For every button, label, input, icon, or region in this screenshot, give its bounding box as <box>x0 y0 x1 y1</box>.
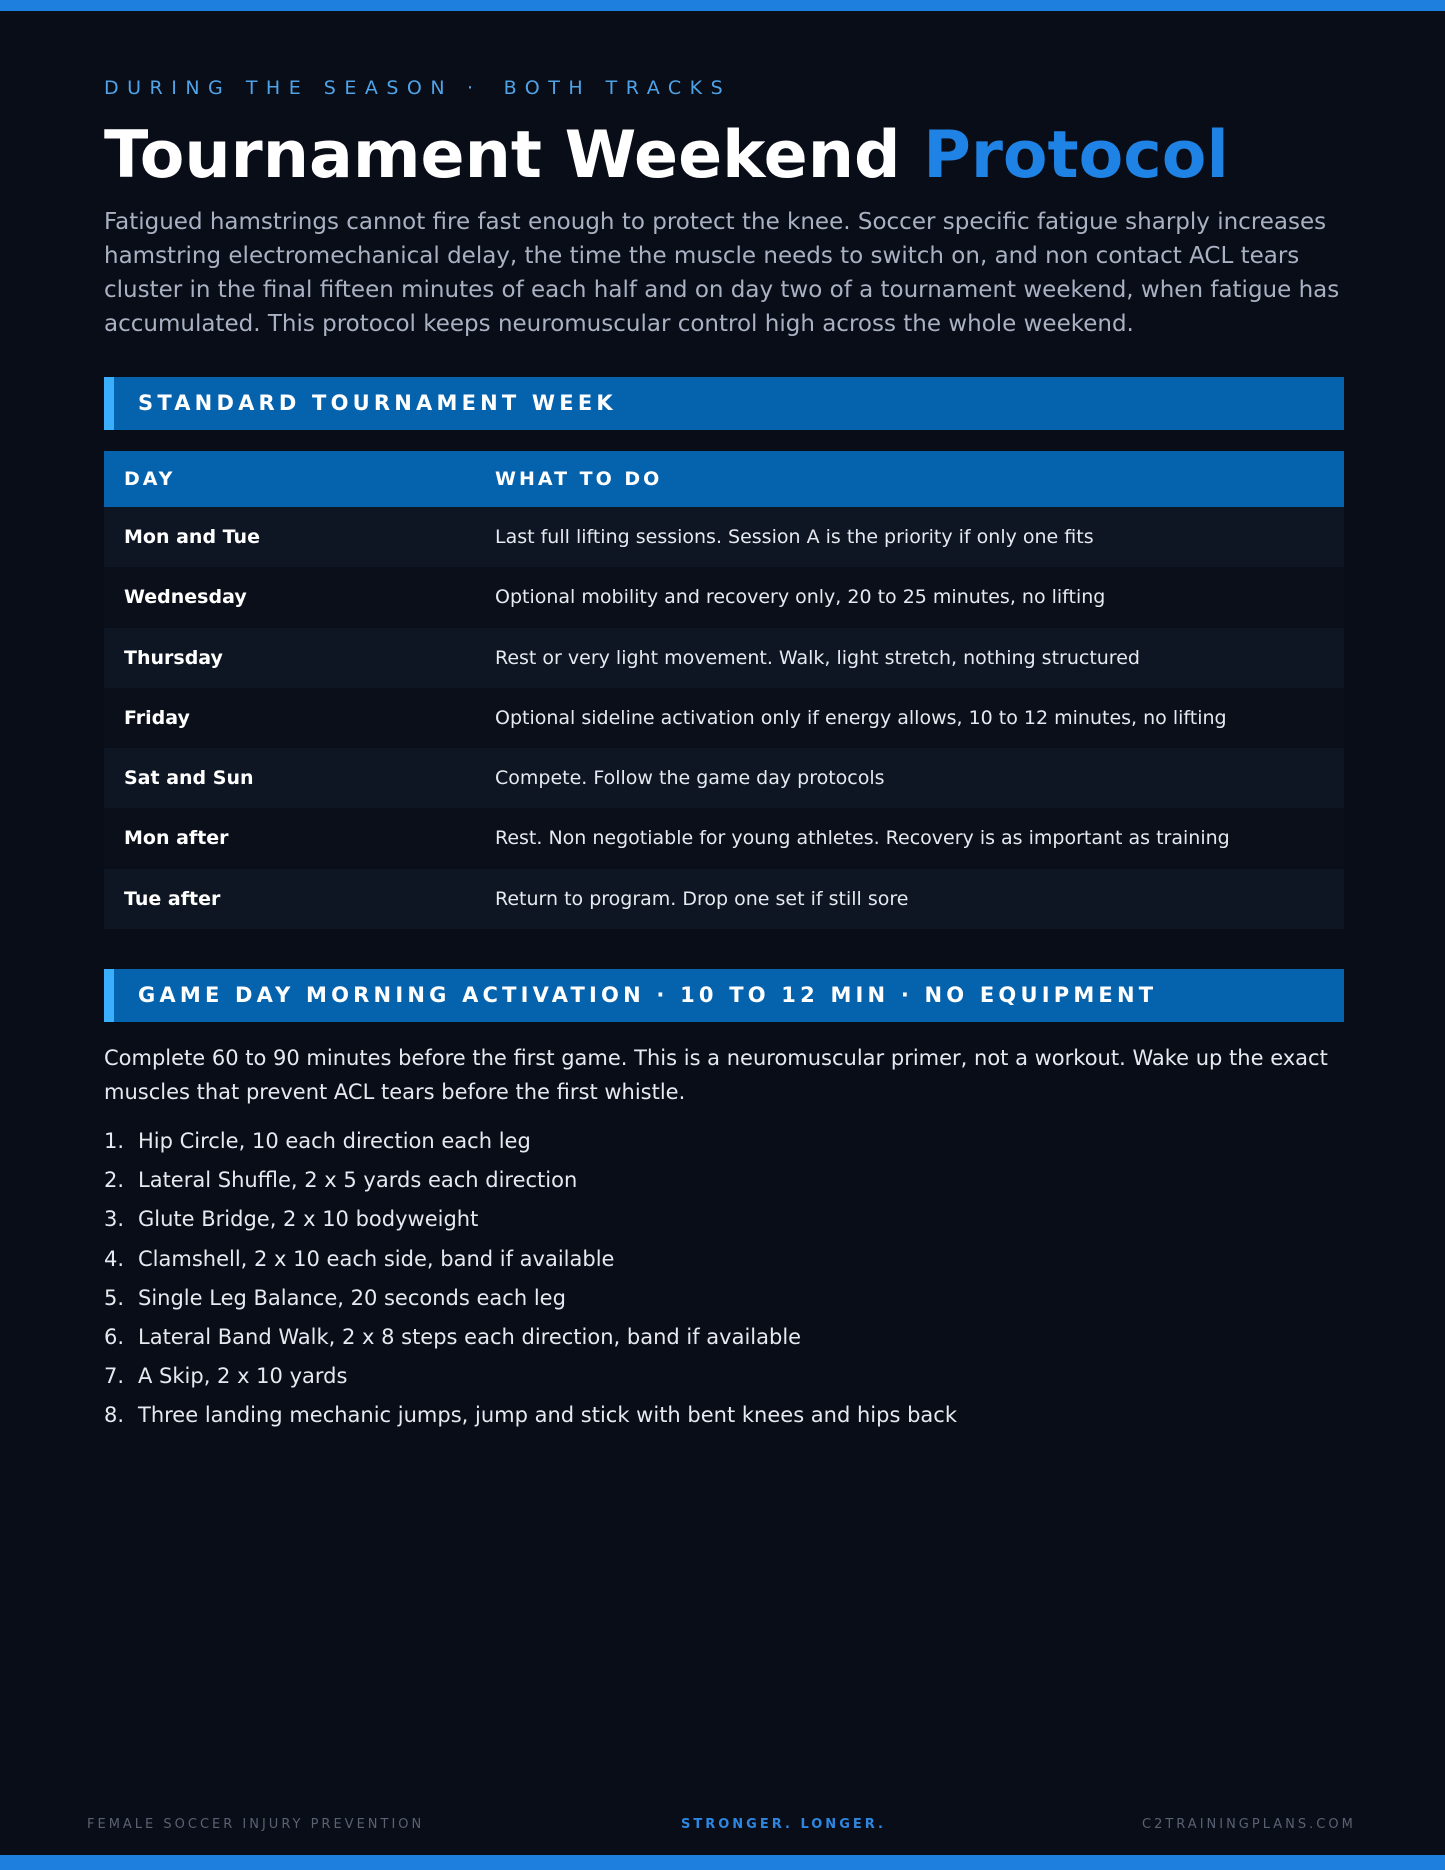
row-what: Return to program. Drop one set if still sore <box>495 887 909 910</box>
eyebrow <box>104 77 731 99</box>
row-what: Compete. Follow the game day protocols <box>495 767 885 790</box>
list-item <box>104 1240 957 1279</box>
eyebrow-separator: · <box>467 77 482 99</box>
step-text: Three landing mechanic jumps, jump and stick with bent knees and hips back <box>138 1403 957 1428</box>
row-day: Mon and Tue <box>124 526 260 548</box>
row-day: Thursday <box>124 646 223 669</box>
footer-left-text: FEMALE SOCCER INJURY PREVENTION <box>87 1817 425 1832</box>
intro-paragraph: Fatigued hamstrings cannot fire fast enough to protect the knee. Soccer specific fatigue sharply increases hamstring electromechanical delay, the time the muscle needs to switch on, and non contact ACL tears cluster in the final fifteen minutes of each half and on day two of a tournament weekend, when fatigue has accumulated. This protocol keeps neuromuscular control high across the whole weekend. <box>104 209 1340 337</box>
bottom-accent-bar <box>0 1855 1445 1870</box>
row-day: Friday <box>124 706 190 729</box>
section-title-activation: GAME DAY MORNING ACTIVATION · 10 TO 12 MIN · NO EQUIPMENT <box>138 983 1158 1007</box>
section-header-activation <box>104 969 1344 1022</box>
footer-tagline: STRONGER. LONGER. <box>681 1817 886 1832</box>
table-row <box>104 688 1344 748</box>
step-number: 8. <box>104 1403 125 1428</box>
step-number: 5. <box>104 1285 125 1310</box>
table-row <box>104 748 1344 808</box>
title-main: Tournament Weekend <box>104 118 901 193</box>
activation-steps-list <box>104 1122 957 1436</box>
row-day: Wednesday <box>124 586 247 609</box>
list-item <box>104 1161 957 1200</box>
table-row <box>104 507 1344 567</box>
list-item <box>104 1318 957 1357</box>
step-number: 3. <box>104 1207 125 1232</box>
row-what: Rest. Non negotiable for young athletes. Recovery is as important as training <box>495 827 1230 850</box>
table-header <box>104 451 1344 507</box>
step-number: 1. <box>104 1129 125 1153</box>
table-row <box>104 567 1344 627</box>
step-number: 6. <box>104 1324 125 1349</box>
step-text: Clamshell, 2 x 10 each side, band if available <box>138 1246 615 1271</box>
title-accent: Protocol <box>923 118 1229 193</box>
row-day: Mon after <box>124 827 229 850</box>
step-number: 7. <box>104 1364 125 1389</box>
footer-website: C2TRAININGPLANS.COM <box>1142 1817 1356 1832</box>
column-header-what: WHAT TO DO <box>495 468 663 490</box>
list-item <box>104 1396 957 1435</box>
step-number: 2. <box>104 1168 125 1193</box>
table-row <box>104 869 1344 929</box>
column-header-day: DAY <box>124 468 176 490</box>
page-title <box>104 118 1229 194</box>
step-text: A Skip, 2 x 10 yards <box>138 1364 348 1389</box>
row-what: Optional mobility and recovery only, 20 to 25 minutes, no lifting <box>495 586 1106 609</box>
step-text: Lateral Band Walk, 2 x 8 steps each direction, band if available <box>138 1324 802 1349</box>
section-header-week <box>104 377 1344 430</box>
step-text: Lateral Shuffle, 2 x 5 yards each direction <box>138 1168 578 1193</box>
eyebrow-left: DURING THE SEASON <box>104 77 454 99</box>
step-number: 4. <box>104 1246 125 1271</box>
row-what: Rest or very light movement. Walk, light stretch, nothing structured <box>495 646 1140 669</box>
list-item <box>104 1357 957 1396</box>
step-text: Hip Circle, 10 each direction each leg <box>138 1129 531 1153</box>
row-day: Tue after <box>124 887 221 910</box>
section-title-week: STANDARD TOURNAMENT WEEK <box>138 391 617 415</box>
table-row <box>104 628 1344 688</box>
row-day: Sat and Sun <box>124 767 254 790</box>
step-text: Glute Bridge, 2 x 10 bodyweight <box>138 1207 479 1232</box>
top-accent-bar <box>0 0 1445 11</box>
table-body <box>104 507 1344 929</box>
row-what: Optional sideline activation only if energy allows, 10 to 12 minutes, no lifting <box>495 706 1227 729</box>
step-text: Single Leg Balance, 20 seconds each leg <box>138 1285 566 1310</box>
list-item <box>104 1200 957 1239</box>
list-item <box>104 1279 957 1318</box>
activation-intro: Complete 60 to 90 minutes before the first game. This is a neuromuscular primer, not a workout. Wake up the exact muscles that prevent ACL tears before the first whistle. <box>104 1046 1328 1104</box>
row-what: Last full lifting sessions. Session A is the priority if only one fits <box>495 526 1094 548</box>
table-row <box>104 808 1344 868</box>
list-item <box>104 1122 957 1161</box>
eyebrow-right: BOTH TRACKS <box>503 77 732 99</box>
tournament-week-table <box>104 451 1344 929</box>
